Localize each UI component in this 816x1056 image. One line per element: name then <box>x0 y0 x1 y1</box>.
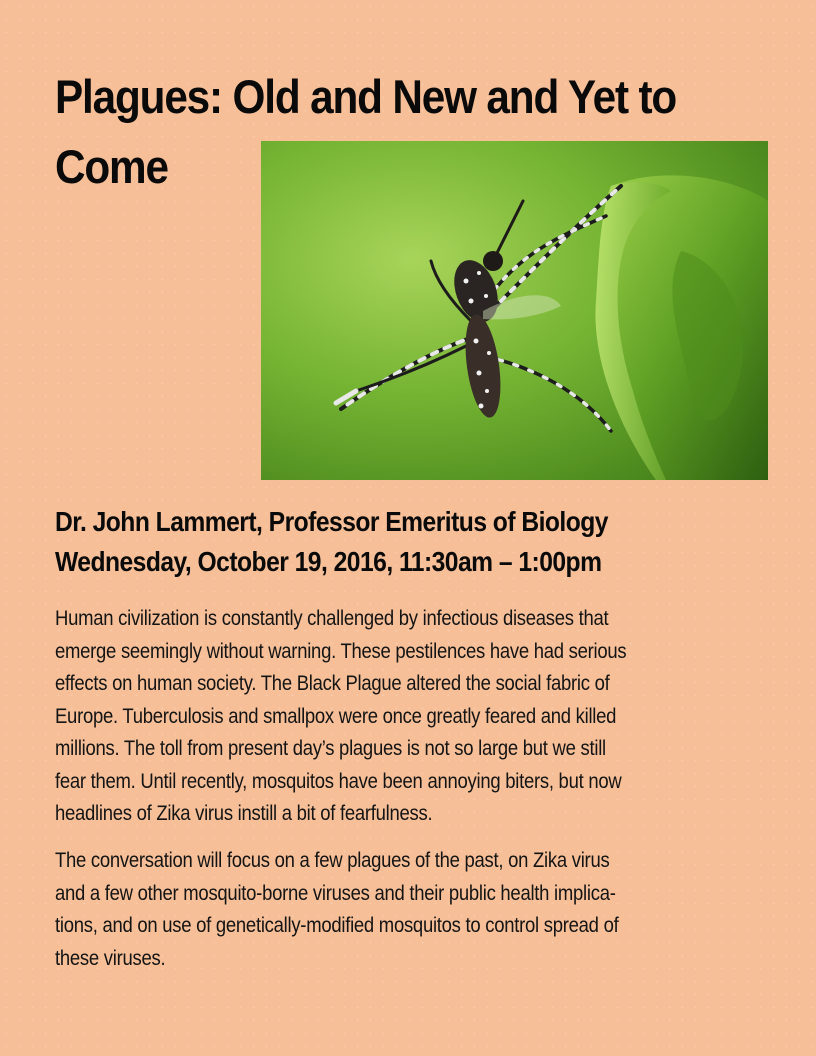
paragraph-line: The conversation will focus on a few plagues of the past, on Zika virus <box>55 849 610 872</box>
paragraph-line: and a few other mosquito-borne viruses and their public health implica- <box>55 881 616 905</box>
event-title: Plagues: Old and New and Yet to Come <box>55 70 677 193</box>
paragraph-line: Human civilization is constantly challenged by infectious diseases that <box>55 607 609 630</box>
paragraph-line: effects on human society. The Black Plague altered the social fabric of <box>55 672 610 695</box>
paragraph-line: tions, and on use of genetically-modified mosquitos to control spread of <box>55 914 619 937</box>
event-datetime: Wednesday, October 19, 2016, 11:30am – 1:00pm <box>55 546 602 577</box>
description-paragraph-2 <box>55 845 741 975</box>
paragraph-line: headlines of Zika virus instill a bit of fearfulness. <box>55 802 433 825</box>
description-paragraph-1 <box>55 603 741 831</box>
paragraph-line: these viruses. <box>55 946 166 970</box>
speaker-line: Dr. John Lammert, Professor Emeritus of Biology <box>55 506 608 537</box>
mosquito-illustration <box>261 141 768 480</box>
mosquito-photo <box>261 141 768 480</box>
paragraph-line: emerge seemingly without warning. These pestilences have had serious <box>55 639 627 663</box>
paragraph-line: Europe. Tuberculosis and smallpox were once greatly feared and killed <box>55 704 617 728</box>
paragraph-line: millions. The toll from present day’s plagues is not so large but we still <box>55 737 606 760</box>
paragraph-line: fear them. Until recently, mosquitos have been annoying biters, but now <box>55 769 622 793</box>
